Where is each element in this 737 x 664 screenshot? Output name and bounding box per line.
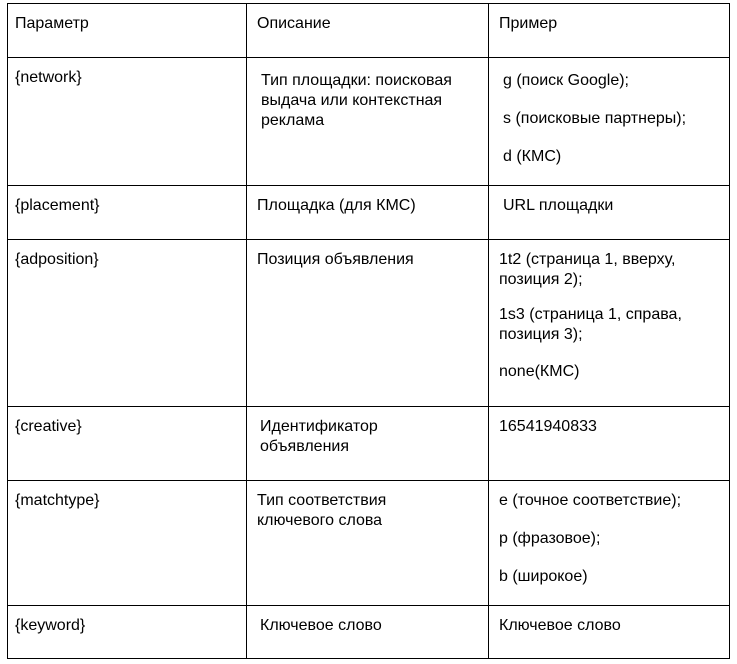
description-line: Площадка (для КМС)	[257, 197, 416, 214]
param-name: {adposition}	[15, 251, 99, 268]
table-row	[8, 606, 730, 659]
param-cell	[8, 407, 247, 481]
description-line: Идентификатор	[260, 418, 378, 435]
param-name: {keyword}	[15, 617, 86, 634]
example-line: позиция 2);	[499, 271, 583, 288]
param-cell	[8, 606, 247, 659]
example-line: none(КМС)	[499, 363, 580, 380]
table-row	[8, 407, 730, 481]
example-line: p (фразовое);	[499, 530, 601, 547]
description-line: ключевого слова	[257, 512, 383, 529]
example-cell	[489, 58, 730, 186]
description-line: Позиция объявления	[257, 251, 414, 268]
description-line: реклама	[261, 112, 325, 129]
example-line: 1t2 (страница 1, вверху,	[499, 251, 676, 268]
header-cell-description	[247, 4, 489, 58]
table-row	[8, 481, 730, 606]
header-cell-example	[489, 4, 730, 58]
param-name: {creative}	[15, 418, 82, 435]
description-line: Тип площадки: поисковая	[261, 72, 452, 89]
example-cell	[489, 240, 730, 407]
description-cell	[247, 58, 489, 186]
example-line: 16541940833	[499, 418, 597, 435]
example-line: s (поисковые партнеры);	[503, 110, 687, 127]
parameters-table	[7, 3, 730, 659]
example-line: позиция 3);	[499, 326, 583, 343]
header-label-example: Пример	[499, 15, 558, 32]
param-cell	[8, 58, 247, 186]
param-name: {network}	[15, 69, 82, 86]
table-row	[8, 186, 730, 240]
description-cell	[247, 186, 489, 240]
example-line: Ключевое слово	[499, 617, 621, 634]
description-line: Ключевое слово	[260, 617, 382, 634]
example-line: g (поиск Google);	[503, 72, 629, 89]
example-cell	[489, 606, 730, 659]
param-name: {placement}	[15, 197, 100, 214]
description-line: Тип соответствия	[257, 492, 387, 509]
example-cell	[489, 481, 730, 606]
param-cell	[8, 240, 247, 407]
description-cell	[247, 240, 489, 407]
example-line: d (КМС)	[503, 148, 562, 165]
description-cell	[247, 606, 489, 659]
table-header-row	[8, 4, 730, 58]
param-cell	[8, 186, 247, 240]
description-cell	[247, 407, 489, 481]
table-row	[8, 58, 730, 186]
param-cell	[8, 481, 247, 606]
example-cell	[489, 186, 730, 240]
example-line: e (точное соответствие);	[499, 492, 682, 509]
header-label-description: Описание	[257, 15, 331, 32]
param-name: {matchtype}	[15, 492, 100, 509]
example-group	[499, 305, 729, 345]
description-line: выдача или контекстная	[261, 92, 443, 109]
description-line: объявления	[260, 438, 349, 455]
example-line: URL площадки	[503, 197, 614, 214]
example-line: b (широкое)	[499, 568, 588, 585]
header-cell-parameter	[8, 4, 247, 58]
example-group	[499, 250, 729, 290]
table-row	[8, 240, 730, 407]
example-line: 1s3 (страница 1, справа,	[499, 306, 682, 323]
description-cell	[247, 481, 489, 606]
example-cell	[489, 407, 730, 481]
header-label-parameter: Параметр	[15, 15, 89, 32]
